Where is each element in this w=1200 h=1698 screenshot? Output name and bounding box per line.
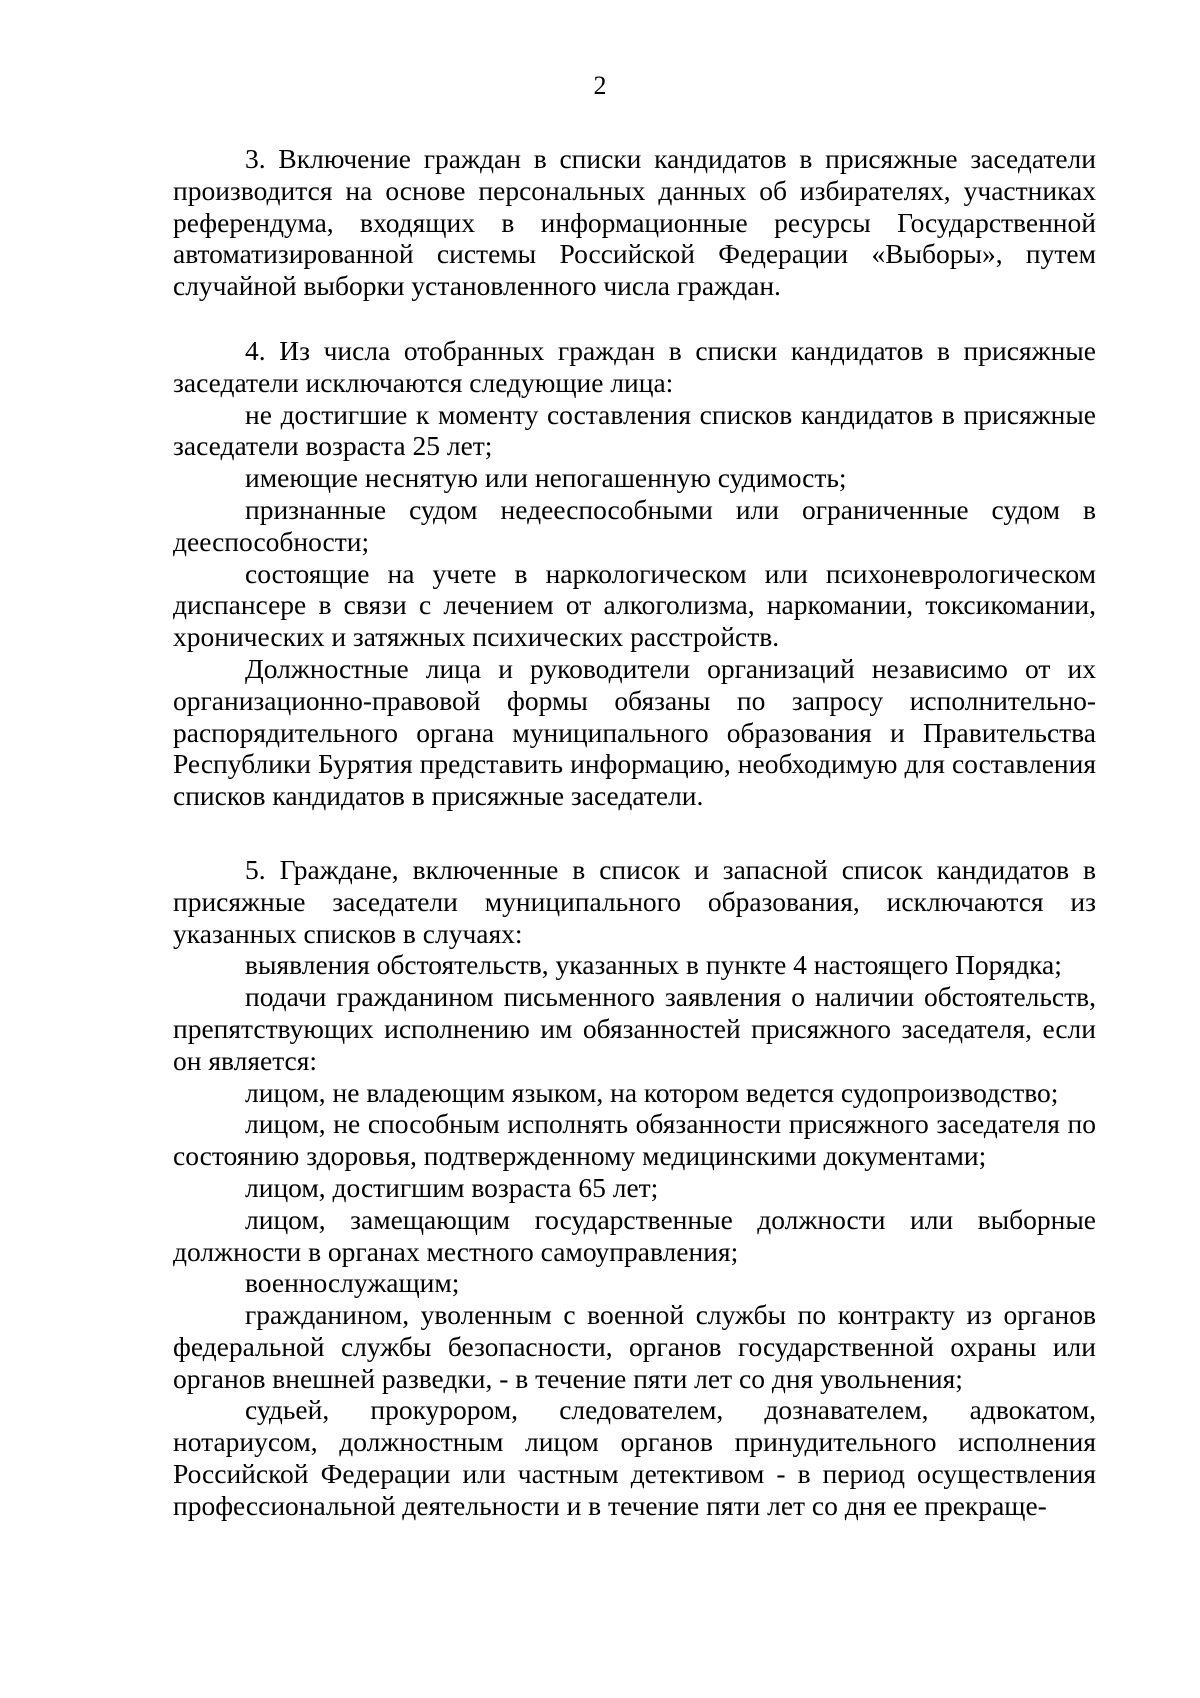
list-item: лицом, не владеющим языком, на котором ведется судопроизводство; [245,1076,1059,1108]
section-gap [173,812,1096,854]
list-item: состоящие на учете в наркологическом или психоневрологическом диспансере в связи с лечением от алкоголизма, наркомании, токсикомании, хронических и затяжных психических расстройств. [173,557,1096,653]
list-item: подачи гражданином письменного заявления о наличии обстоятельств, препятствующих исполнению им обязанностей присяжного заседателя, если он является: [173,981,1096,1076]
list-item: военнослужащим; [245,1267,460,1299]
paragraph: 3. Включение граждан в списки кандидатов в присяжные заседатели производится на основе персональных данных об избирателях, участниках референдума, входящих в информационные ресурсы Государственной автоматизированной системы Российской Федерации «Выборы», путем случайной выборки установленного числа граждан. [173,143,1096,302]
list-item: лицом, достигшим возраста 65 лет; [245,1171,659,1203]
list-item: не достигшие к моменту составления списков кандидатов в присяжные заседатели возраста 25 лет; [173,398,1096,462]
list-item: признанные судом недееспособными или ограниченные судом в дееспособности; [173,493,1096,557]
paragraph: 5. Граждане, включенные в список и запасной список кандидатов в присяжные заседатели муниципального образования, исключаются из указанных списков в случаях: [173,853,1096,949]
page-number: 2 [593,71,607,100]
list-item: лицом, замещающим государственные должности или выборные должности в органах местного самоуправления; [173,1203,1096,1267]
list-item: лицом, не способным исполнять обязанности присяжного заседателя по состоянию здоровья, подтвержденному медицинскими документами; [173,1108,1096,1172]
section-item-4 [173,335,1096,812]
paragraph: Должностные лица и руководители организаций независимо от их организационно-правовой формы обязаны по запросу исполнительно-распорядительного органа муниципального образования и Правительства Республики Бурятия представить информацию, необходимую для составления списков кандидатов в присяжные заседатели. [173,652,1096,812]
list-item: гражданином, уволенным с военной службы по контракту из органов федеральной службы безопасности, органов государственной охраны или органов внешней разведки, - в течение пяти лет со дня увольнения; [173,1299,1096,1394]
list-item: выявления обстоятельств, указанных в пункте 4 настоящего Порядка; [245,949,1062,981]
list-item: судьей, прокурором, следователем, дознавателем, адвокатом, нотариусом, должностным лицом органов принудительного исполнения Российской Федерации или частным детективом - в период осуществления профессиональной деятельности и в течение пяти лет со дня ее прекраще- [173,1394,1096,1521]
section-item-5 [173,854,1096,1522]
section-item-3 [173,143,1096,302]
section-gap [173,302,1096,335]
list-item: имеющие неснятую или непогашенную судимость; [245,462,847,494]
document-body [173,143,1096,1522]
paragraph: 4. Из числа отобранных граждан в списки кандидатов в присяжные заседатели исключаются следующие лица: [173,334,1096,398]
